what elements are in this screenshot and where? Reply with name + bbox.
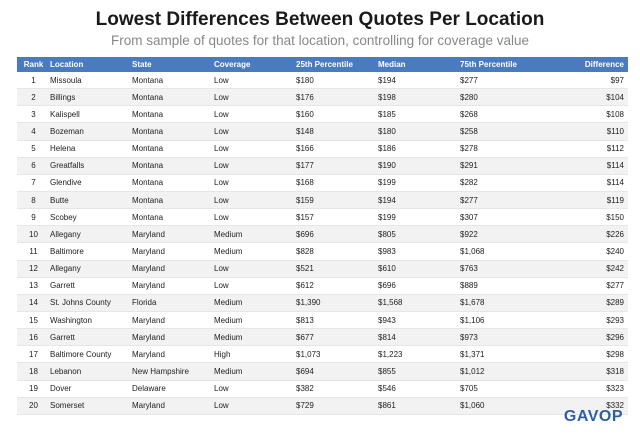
cell-coverage: Medium bbox=[214, 294, 296, 311]
cell-state: Maryland bbox=[132, 397, 214, 414]
cell-coverage: Low bbox=[214, 397, 296, 414]
cell-coverage: Low bbox=[214, 380, 296, 397]
cell-location: Missoula bbox=[50, 72, 132, 89]
cell-coverage: Low bbox=[214, 191, 296, 208]
cell-rank: 6 bbox=[17, 157, 50, 174]
cell-coverage: Medium bbox=[214, 329, 296, 346]
cell-coverage: Low bbox=[214, 123, 296, 140]
cell-median: $855 bbox=[378, 363, 460, 380]
table-row bbox=[17, 311, 628, 328]
cell-25th-percentile: $677 bbox=[296, 329, 378, 346]
cell-25th-percentile: $160 bbox=[296, 106, 378, 123]
cell-75th-percentile: $258 bbox=[460, 123, 542, 140]
cell-median: $983 bbox=[378, 243, 460, 260]
cell-state: Montana bbox=[132, 157, 214, 174]
cell-75th-percentile: $1,060 bbox=[460, 397, 542, 414]
cell-25th-percentile: $177 bbox=[296, 157, 378, 174]
cell-25th-percentile: $148 bbox=[296, 123, 378, 140]
table-row bbox=[17, 106, 628, 123]
cell-state: Montana bbox=[132, 209, 214, 226]
cell-state: Maryland bbox=[132, 346, 214, 363]
header-difference[interactable]: Difference bbox=[542, 57, 628, 72]
cell-rank: 4 bbox=[17, 123, 50, 140]
cell-median: $1,223 bbox=[378, 346, 460, 363]
cell-state: Florida bbox=[132, 294, 214, 311]
table-row bbox=[17, 123, 628, 140]
cell-state: Montana bbox=[132, 72, 214, 89]
cell-75th-percentile: $1,012 bbox=[460, 363, 542, 380]
cell-75th-percentile: $278 bbox=[460, 140, 542, 157]
cell-state: Maryland bbox=[132, 243, 214, 260]
cell-25th-percentile: $521 bbox=[296, 260, 378, 277]
cell-rank: 18 bbox=[17, 363, 50, 380]
table-row bbox=[17, 157, 628, 174]
cell-state: Montana bbox=[132, 174, 214, 191]
cell-difference: $240 bbox=[542, 243, 628, 260]
header-coverage[interactable]: Coverage bbox=[214, 57, 296, 72]
cell-75th-percentile: $1,106 bbox=[460, 311, 542, 328]
cell-25th-percentile: $1,390 bbox=[296, 294, 378, 311]
cell-75th-percentile: $282 bbox=[460, 174, 542, 191]
cell-rank: 13 bbox=[17, 277, 50, 294]
cell-75th-percentile: $1,371 bbox=[460, 346, 542, 363]
table-row bbox=[17, 397, 628, 414]
cell-rank: 7 bbox=[17, 174, 50, 191]
table-row bbox=[17, 260, 628, 277]
cell-location: Washington bbox=[50, 311, 132, 328]
table-row bbox=[17, 174, 628, 191]
cell-75th-percentile: $973 bbox=[460, 329, 542, 346]
cell-difference: $298 bbox=[542, 346, 628, 363]
cell-location: Garrett bbox=[50, 329, 132, 346]
cell-rank: 2 bbox=[17, 89, 50, 106]
cell-75th-percentile: $922 bbox=[460, 226, 542, 243]
cell-25th-percentile: $166 bbox=[296, 140, 378, 157]
cell-location: Greatfalls bbox=[50, 157, 132, 174]
cell-difference: $332 bbox=[542, 397, 628, 414]
cell-state: Maryland bbox=[132, 277, 214, 294]
cell-rank: 19 bbox=[17, 380, 50, 397]
cell-median: $199 bbox=[378, 174, 460, 191]
cell-rank: 16 bbox=[17, 329, 50, 346]
cell-difference: $323 bbox=[542, 380, 628, 397]
cell-75th-percentile: $763 bbox=[460, 260, 542, 277]
cell-median: $861 bbox=[378, 397, 460, 414]
brand-logo: GAVOP bbox=[563, 408, 623, 425]
cell-location: Glendive bbox=[50, 174, 132, 191]
cell-difference: $104 bbox=[542, 89, 628, 106]
table-row bbox=[17, 346, 628, 363]
cell-state: Montana bbox=[132, 140, 214, 157]
cell-location: Butte bbox=[50, 191, 132, 208]
cell-location: Scobey bbox=[50, 209, 132, 226]
cell-median: $199 bbox=[378, 209, 460, 226]
cell-difference: $97 bbox=[542, 72, 628, 89]
cell-coverage: Low bbox=[214, 277, 296, 294]
cell-75th-percentile: $307 bbox=[460, 209, 542, 226]
cell-difference: $242 bbox=[542, 260, 628, 277]
cell-25th-percentile: $176 bbox=[296, 89, 378, 106]
cell-rank: 15 bbox=[17, 311, 50, 328]
cell-rank: 14 bbox=[17, 294, 50, 311]
cell-state: Maryland bbox=[132, 226, 214, 243]
cell-state: Montana bbox=[132, 123, 214, 140]
cell-difference: $112 bbox=[542, 140, 628, 157]
cell-location: Lebanon bbox=[50, 363, 132, 380]
cell-75th-percentile: $1,678 bbox=[460, 294, 542, 311]
cell-rank: 3 bbox=[17, 106, 50, 123]
cell-location: St. Johns County bbox=[50, 294, 132, 311]
cell-median: $814 bbox=[378, 329, 460, 346]
cell-state: Maryland bbox=[132, 311, 214, 328]
cell-location: Baltimore bbox=[50, 243, 132, 260]
cell-coverage: Low bbox=[214, 140, 296, 157]
cell-difference: $318 bbox=[542, 363, 628, 380]
cell-median: $610 bbox=[378, 260, 460, 277]
cell-coverage: Low bbox=[214, 72, 296, 89]
header-median[interactable]: Median bbox=[378, 57, 460, 72]
table-row bbox=[17, 226, 628, 243]
cell-rank: 10 bbox=[17, 226, 50, 243]
cell-difference: $114 bbox=[542, 157, 628, 174]
cell-25th-percentile: $159 bbox=[296, 191, 378, 208]
cell-difference: $277 bbox=[542, 277, 628, 294]
cell-25th-percentile: $1,073 bbox=[296, 346, 378, 363]
cell-rank: 20 bbox=[17, 397, 50, 414]
cell-difference: $150 bbox=[542, 209, 628, 226]
table-row bbox=[17, 329, 628, 346]
cell-75th-percentile: $268 bbox=[460, 106, 542, 123]
cell-location: Garrett bbox=[50, 277, 132, 294]
cell-75th-percentile: $277 bbox=[460, 72, 542, 89]
table-row bbox=[17, 363, 628, 380]
cell-75th-percentile: $1,068 bbox=[460, 243, 542, 260]
page-subtitle: From sample of quotes for that location, controlling for coverage value bbox=[111, 33, 529, 48]
table-row bbox=[17, 209, 628, 226]
cell-median: $186 bbox=[378, 140, 460, 157]
cell-median: $194 bbox=[378, 72, 460, 89]
header-location[interactable]: Location bbox=[50, 57, 132, 72]
cell-median: $943 bbox=[378, 311, 460, 328]
cell-25th-percentile: $612 bbox=[296, 277, 378, 294]
cell-difference: $110 bbox=[542, 123, 628, 140]
cell-location: Somerset bbox=[50, 397, 132, 414]
cell-location: Baltimore County bbox=[50, 346, 132, 363]
cell-75th-percentile: $889 bbox=[460, 277, 542, 294]
cell-75th-percentile: $291 bbox=[460, 157, 542, 174]
cell-25th-percentile: $813 bbox=[296, 311, 378, 328]
cell-state: Montana bbox=[132, 106, 214, 123]
cell-difference: $293 bbox=[542, 311, 628, 328]
table-row bbox=[17, 89, 628, 106]
table-row bbox=[17, 277, 628, 294]
header-rank[interactable]: Rank bbox=[17, 57, 50, 72]
cell-coverage: High bbox=[214, 346, 296, 363]
cell-location: Allegany bbox=[50, 226, 132, 243]
quotes-table bbox=[17, 57, 628, 415]
cell-coverage: Medium bbox=[214, 311, 296, 328]
cell-25th-percentile: $157 bbox=[296, 209, 378, 226]
cell-coverage: Medium bbox=[214, 243, 296, 260]
cell-median: $190 bbox=[378, 157, 460, 174]
cell-rank: 5 bbox=[17, 140, 50, 157]
cell-coverage: Low bbox=[214, 89, 296, 106]
cell-difference: $114 bbox=[542, 174, 628, 191]
table-header-row bbox=[17, 57, 628, 72]
cell-state: Maryland bbox=[132, 260, 214, 277]
cell-difference: $119 bbox=[542, 191, 628, 208]
cell-median: $180 bbox=[378, 123, 460, 140]
cell-median: $1,568 bbox=[378, 294, 460, 311]
cell-coverage: Low bbox=[214, 260, 296, 277]
table-row bbox=[17, 380, 628, 397]
cell-coverage: Low bbox=[214, 209, 296, 226]
cell-75th-percentile: $280 bbox=[460, 89, 542, 106]
cell-rank: 17 bbox=[17, 346, 50, 363]
table-row bbox=[17, 140, 628, 157]
table-row bbox=[17, 294, 628, 311]
cell-location: Helena bbox=[50, 140, 132, 157]
header-75th-percentile[interactable]: 75th Percentile bbox=[460, 57, 542, 72]
cell-state: Montana bbox=[132, 191, 214, 208]
cell-difference: $296 bbox=[542, 329, 628, 346]
table-row bbox=[17, 191, 628, 208]
page-title: Lowest Differences Between Quotes Per Location bbox=[95, 9, 545, 30]
cell-rank: 8 bbox=[17, 191, 50, 208]
cell-75th-percentile: $705 bbox=[460, 380, 542, 397]
cell-25th-percentile: $696 bbox=[296, 226, 378, 243]
cell-location: Dover bbox=[50, 380, 132, 397]
cell-rank: 12 bbox=[17, 260, 50, 277]
cell-median: $185 bbox=[378, 106, 460, 123]
cell-median: $696 bbox=[378, 277, 460, 294]
cell-25th-percentile: $729 bbox=[296, 397, 378, 414]
header-state[interactable]: State bbox=[132, 57, 214, 72]
cell-25th-percentile: $382 bbox=[296, 380, 378, 397]
cell-rank: 11 bbox=[17, 243, 50, 260]
cell-location: Billings bbox=[50, 89, 132, 106]
header-25th-percentile[interactable]: 25th Percentile bbox=[296, 57, 378, 72]
table-row bbox=[17, 243, 628, 260]
cell-state: Maryland bbox=[132, 329, 214, 346]
cell-coverage: Low bbox=[214, 157, 296, 174]
cell-rank: 1 bbox=[17, 72, 50, 89]
cell-location: Kalispell bbox=[50, 106, 132, 123]
cell-state: Delaware bbox=[132, 380, 214, 397]
cell-median: $194 bbox=[378, 191, 460, 208]
cell-median: $198 bbox=[378, 89, 460, 106]
cell-rank: 9 bbox=[17, 209, 50, 226]
cell-25th-percentile: $828 bbox=[296, 243, 378, 260]
cell-coverage: Medium bbox=[214, 363, 296, 380]
cell-median: $546 bbox=[378, 380, 460, 397]
cell-difference: $108 bbox=[542, 106, 628, 123]
table-row bbox=[17, 72, 628, 89]
cell-location: Allegany bbox=[50, 260, 132, 277]
cell-coverage: Low bbox=[214, 106, 296, 123]
cell-25th-percentile: $694 bbox=[296, 363, 378, 380]
cell-25th-percentile: $168 bbox=[296, 174, 378, 191]
cell-median: $805 bbox=[378, 226, 460, 243]
table-body bbox=[17, 72, 628, 414]
cell-state: Montana bbox=[132, 89, 214, 106]
cell-25th-percentile: $180 bbox=[296, 72, 378, 89]
cell-location: Bozeman bbox=[50, 123, 132, 140]
cell-75th-percentile: $277 bbox=[460, 191, 542, 208]
cell-state: New Hampshire bbox=[132, 363, 214, 380]
cell-difference: $289 bbox=[542, 294, 628, 311]
cell-difference: $226 bbox=[542, 226, 628, 243]
cell-coverage: Low bbox=[214, 174, 296, 191]
cell-coverage: Medium bbox=[214, 226, 296, 243]
